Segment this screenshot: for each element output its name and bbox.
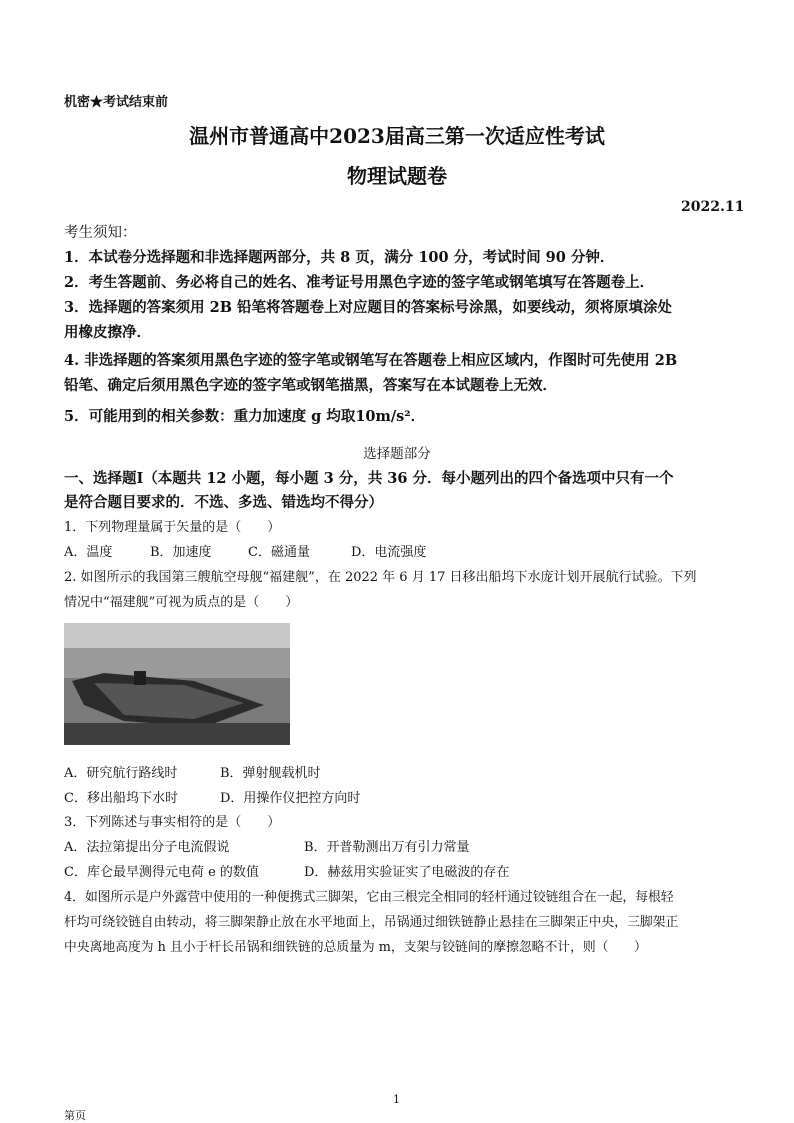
confidential-mark: 机密★考试结束前 (64, 95, 169, 110)
page-number: 1 (393, 1093, 400, 1106)
question-4-stem: 4．如图所示是户外露营中使用的一种便携式三脚架，它由三根完全相同的轻杆通过铰链组合在一起，每根轻 (64, 890, 674, 905)
section-heading: 选择题部分 (363, 446, 431, 462)
notice-heading: 考生须知： (64, 225, 137, 241)
question-1-stem: 1．下列物理量属于矢量的是（ ） (64, 520, 281, 535)
question-2-stem: 情况中“福建舰”可视为质点的是（ ） (64, 595, 299, 610)
option-b: B．加速度 (150, 545, 212, 560)
aircraft-carrier-photo (64, 623, 290, 745)
option-a: A．研究航行路线时 (64, 766, 178, 781)
notice-item: 2．考生答题前、务必将自己的姓名、准考证号用黑色字迹的签字笔或钢笔填写在答题卷上． (64, 274, 655, 291)
notice-item: 1．本试卷分选择题和非选择题两部分，共 8 页，满分 100 分，考试时间 90 分钟． (64, 249, 615, 266)
option-d: D．用操作仪把控方向时 (220, 791, 361, 806)
option-a: A．温度 (64, 545, 113, 560)
option-b: B．开普勒测出万有引力常量 (304, 840, 470, 855)
question-2-options-row2 (64, 787, 360, 806)
question-3-stem: 3．下列陈述与事实相符的是（ ） (64, 815, 281, 830)
question-4-stem: 杆均可绕铰链自由转动，将三脚架静止放在水平地面上，吊锅通过细铁链静止悬挂在三脚架正中央，三脚架正 (64, 915, 679, 930)
notice-item: 用橡皮擦净． (64, 324, 151, 341)
part1-instructions: 是符合题目要求的．不选、多选、错选均不得分） (64, 494, 383, 511)
option-b: B．弹射舰载机时 (220, 766, 321, 781)
exam-subtitle: 物理试题卷 (347, 164, 447, 188)
exam-date: 2022.11 (681, 199, 745, 215)
option-c: C．移出船坞下水时 (64, 791, 178, 806)
notice-item: 5．可能用到的相关参数：重力加速度 g 均取10m/s²． (64, 408, 426, 425)
question-4-stem: 中央离地高度为 h 且小于杆长吊锅和细铁链的总质量为 m，支架与铰链间的摩擦忽略不计，则（ ） (64, 940, 647, 955)
option-d: D．电流强度 (351, 545, 427, 560)
notice-item: 4. 非选择题的答案须用黑色字迹的签字笔或钢笔写在答题卷上相应区域内，作图时可先使用 2B (64, 352, 678, 369)
option-c: C．库仑最早测得元电荷 e 的数值 (64, 865, 259, 880)
option-d: D．赫兹用实验证实了电磁波的存在 (304, 865, 510, 880)
notice-item: 3．选择题的答案须用 2B 铅笔将答题卷上对应题目的答案标号涂黑，如要线动，须将原填涂处 (64, 299, 673, 316)
question-2-stem: 2. 如图所示的我国第三艘航空母舰“福建舰”，在 2022 年 6 月 17 日移出船坞下水庞计划开展航行试验。下列 (64, 570, 697, 585)
question-3-options-row1 (64, 836, 470, 855)
exam-title: 温州市普通高中2023届高三第一次适应性考试 (189, 124, 605, 148)
part1-instructions: 一、选择题Ⅰ（本题共 12 小题，每小题 3 分，共 36 分．每小题列出的四个备选项中只有一个 (64, 470, 674, 487)
notice-item: 铅笔、确定后须用黑色字迹的签字笔或钢笔描黑，答案写在本试题卷上无效． (64, 377, 557, 394)
question-3-options-row2 (64, 861, 509, 880)
option-a: A．法拉第提出分子电流假说 (64, 840, 230, 855)
question-2-options-row1 (64, 762, 321, 781)
page-label: 第页 (64, 1109, 86, 1122)
question-1-options (64, 541, 426, 560)
option-c: C．磁通量 (248, 545, 310, 560)
